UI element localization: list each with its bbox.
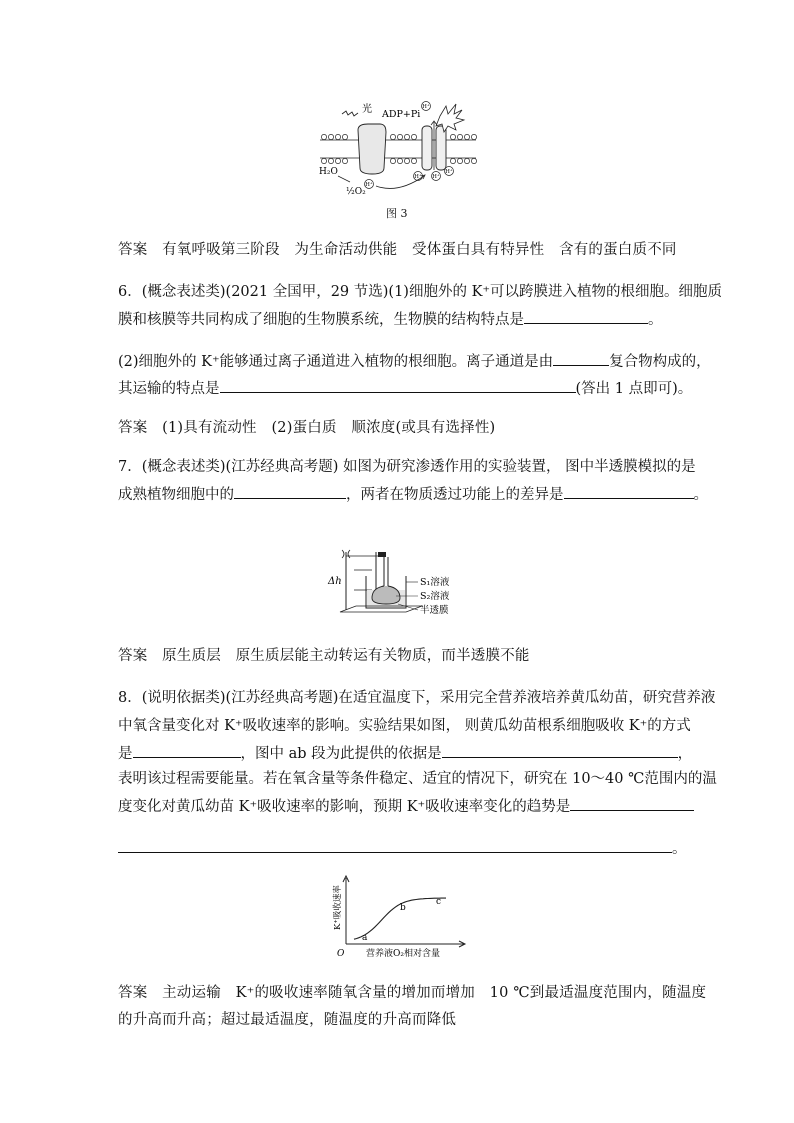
- s2-label: S₂溶液: [420, 591, 450, 602]
- q6-blank-1[interactable]: [524, 309, 648, 324]
- q7-line-1: 7．(概念表述类)(江苏经典高考题) 如图为研究渗透作用的实验装置， 图中半透膜模拟的是: [118, 459, 696, 475]
- h-ion-label-3: H⁺: [414, 174, 422, 180]
- membrane-bilayer: [320, 140, 476, 158]
- s1-label: S₁溶液: [420, 577, 450, 588]
- figure-3-membrane-diagram: [318, 96, 478, 218]
- q6-blank-2[interactable]: [553, 351, 609, 366]
- q8-line-3-text-b: ，图中 ab 段为此提供的依据是: [240, 746, 442, 762]
- h2o-label: H₂O: [319, 167, 338, 177]
- answer-q7: 答案 原生质层 原生质层能主动转运有关物质，而半透膜不能: [118, 648, 530, 664]
- q8-blank-2[interactable]: [442, 743, 678, 758]
- x-axis-label: 营养液O₂相对含量: [366, 949, 440, 959]
- answer-q5: 答案 有氧呼吸第三阶段 为生命活动供能 受体蛋白具有特异性 含有的蛋白质不同: [118, 242, 677, 258]
- q6-line-3-text-a: (2)细胞外的 K⁺能够通过离子通道进入植物的根细胞。离子通道是由: [118, 354, 554, 370]
- q7-blank-1[interactable]: [234, 484, 346, 499]
- o2-label: ½O₂: [346, 187, 366, 197]
- membrane-label: 半透膜: [420, 605, 449, 616]
- adp-label: ADP+Pi: [382, 109, 421, 120]
- delta-h-label: Δh: [328, 576, 342, 587]
- channel-protein-right: [436, 126, 446, 170]
- q8-line-3-text-a: 是: [118, 746, 133, 762]
- q7-blank-2[interactable]: [564, 484, 694, 499]
- q6-line-2-text: 膜和核膜等共同构成了细胞的生物膜系统，生物膜的结构特点是: [118, 312, 524, 328]
- point-label-a: a: [362, 933, 368, 943]
- q8-blank-3[interactable]: [570, 796, 694, 811]
- q8-line-6: [118, 838, 690, 859]
- q6-line-2: [118, 309, 690, 330]
- y-axis-label: K⁺吸收速率: [333, 885, 343, 930]
- q6-line-4: [118, 378, 693, 399]
- h-ion-label-5: H⁺: [445, 169, 453, 175]
- pump-protein: [358, 124, 386, 174]
- point-label-c: c: [436, 897, 442, 907]
- q8-line-5: [118, 796, 690, 817]
- q8-line-4: 表明该过程需要能量。若在氧含量等条件稳定、适宜的情况下，研究在 10～40 ℃范围内的温: [118, 771, 717, 787]
- q6-line-2-end: 。: [648, 312, 663, 328]
- q8-line-5-text: 度变化对黄瓜幼苗 K⁺吸收速率的影响，预期 K⁺吸收速率变化的趋势是: [118, 799, 571, 815]
- answer-q8-line-2: 的升高而升高；超过最适温度，随温度的升高而降低: [118, 1012, 457, 1028]
- q6-line-3-text-b: 复合物构成的，: [609, 354, 711, 370]
- q7-line-2-text-b: ，两者在物质透过功能上的差异是: [346, 487, 564, 503]
- q8-line-2: 中氧含量变化对 K⁺吸收速率的影响。实验结果如图， 则黄瓜幼苗根系细胞吸收 K⁺的方式: [118, 718, 691, 734]
- q6-line-1: 6．(概念表述类)(2021 全国甲，29 节选)(1)细胞外的 K⁺可以跨膜进入植物的根细胞。细胞质: [118, 284, 723, 300]
- answer-q8-line-1: 答案 主动运输 K⁺的吸收速率随氧含量的增加而增加 10 ℃到最适温度范围内，随温度: [118, 985, 707, 1001]
- q6-line-4-text-b: (答出 1 点即可)。: [575, 381, 693, 397]
- light-label: 光: [362, 104, 372, 115]
- q8-blank-1[interactable]: [133, 743, 241, 758]
- q7-line-2-end: 。: [693, 487, 708, 503]
- origin-label: O: [337, 949, 345, 959]
- q6-line-4-text-a: 其运输的特点是: [118, 381, 220, 397]
- h-ion-label-1: H⁺: [422, 104, 430, 110]
- q8-line-3-end: ，: [677, 746, 693, 762]
- q8-line-3: [118, 743, 693, 764]
- channel-protein-left: [422, 126, 432, 170]
- figure-3-caption: 图 3: [386, 207, 408, 220]
- answer-q6: 答案 (1)具有流动性 (2)蛋白质 顺浓度(或具有选择性): [118, 420, 496, 436]
- q8-blank-4[interactable]: [118, 838, 672, 853]
- h-ion-label-4: H⁺: [432, 174, 440, 180]
- q7-line-2: [118, 484, 708, 505]
- q7-line-2-text-a: 成熟植物细胞中的: [118, 487, 234, 503]
- osmosis-apparatus-figure: [326, 546, 466, 620]
- q8-line-1: 8．(说明依据类)(江苏经典高考题)在适宜温度下，采用完全营养液培养黄瓜幼苗，研究营养液: [118, 690, 716, 706]
- q6-line-3: [118, 351, 711, 372]
- point-label-b: b: [400, 903, 406, 913]
- q8-line-6-end: 。: [672, 841, 687, 857]
- k-absorption-chart: [328, 874, 468, 960]
- h-ion-label-2: H⁺: [365, 182, 373, 188]
- q6-blank-3[interactable]: [220, 378, 576, 393]
